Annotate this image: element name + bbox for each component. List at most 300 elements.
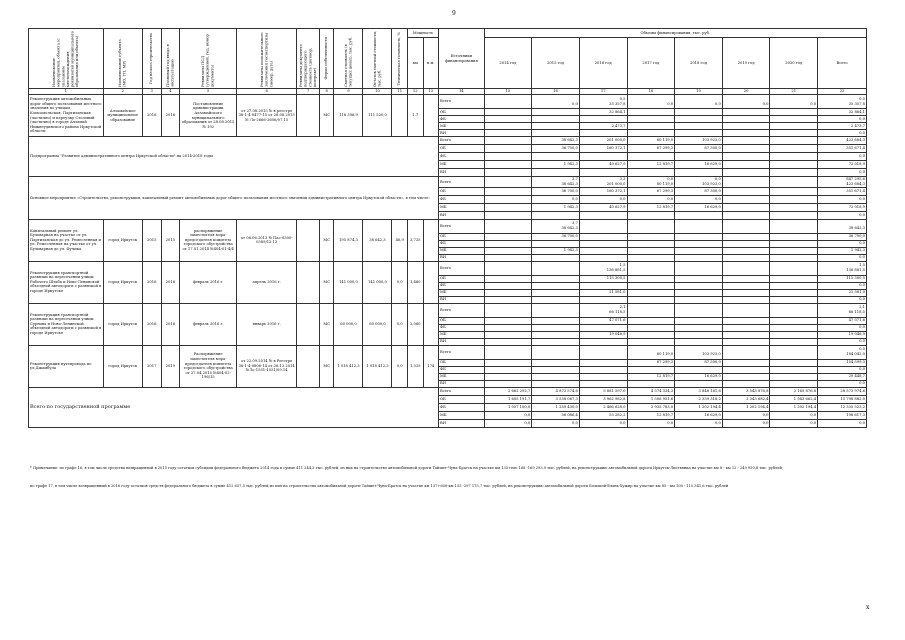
object-capacity-km: 2,060 [407, 303, 423, 345]
finance-value [484, 109, 532, 116]
finance-value-text: 3 543 876,8 [746, 388, 769, 393]
finance-value-text: 1 942,3 [850, 248, 865, 253]
object-capacity-km: 1,525 [407, 345, 423, 387]
finance-value-text: 2 466 628,0 [603, 404, 626, 409]
column-number: 17 [579, 89, 627, 95]
finance-value [818, 123, 867, 130]
header-capacity-pm: п.м. [423, 38, 439, 89]
finance-value [532, 240, 580, 247]
finance-value-text: 0,0 [619, 196, 626, 201]
finance-value [675, 247, 723, 254]
finance-source: ВИ [439, 211, 485, 219]
finance-source: Всего [439, 95, 485, 109]
finance-value [722, 395, 770, 403]
header-contract: Реквизиты документа подтверждающего стоимость (договор, контракт) [297, 29, 320, 89]
finance-value [675, 282, 723, 289]
finance-value [627, 395, 675, 403]
column-number: 9 [334, 89, 363, 95]
object-ownership: MC [319, 261, 333, 303]
finance-value [484, 317, 532, 324]
finance-value [627, 109, 675, 116]
finance-source: Всего [439, 137, 485, 145]
finance-value [627, 211, 675, 219]
finance-value-text: 3 558 067,3 [555, 396, 578, 401]
finance-value [484, 331, 532, 338]
finance-value [675, 324, 723, 331]
finance-value-text: 115 300,5 [606, 276, 626, 281]
finance-value [627, 153, 675, 161]
finance-value [484, 169, 532, 177]
finance-value [818, 169, 867, 177]
finance-value [675, 130, 723, 137]
finance-value [722, 338, 770, 345]
finance-value [579, 240, 627, 247]
finance-value [579, 338, 627, 345]
finance-value [722, 317, 770, 324]
finance-value [675, 387, 723, 395]
finance-value-top: 0,0 [714, 177, 721, 181]
finance-value [818, 233, 867, 240]
finance-value [579, 387, 627, 395]
finance-value-text: 351 671,4 [846, 146, 865, 151]
finance-value [627, 169, 675, 177]
object-name: Реконструкция транспортной развязки на пересечении улицы Сурнова и Ново-Ленинской объездной автодороги с развязкой в городе Иркутске [29, 303, 104, 345]
finance-value-top [629, 266, 674, 271]
finance-value [532, 169, 580, 177]
finance-value-text: 1 943 662,4 [793, 396, 817, 401]
finance-value-text: 160 372,1 [606, 188, 626, 193]
finance-value-text: 0,0 [762, 420, 769, 425]
finance-value [770, 169, 818, 177]
finance-source: МБ [439, 123, 485, 130]
finance-value [627, 145, 675, 153]
finance-value [484, 366, 532, 373]
column-number: 11 [392, 89, 408, 95]
finance-value-text: 4 574 334,3 [650, 388, 674, 393]
finance-value-text: 19 046,9 [609, 332, 626, 337]
finance-source: ОБ [439, 275, 485, 282]
finance-value-text: 2 343 682,4 [746, 396, 769, 401]
finance-value-text: 19 046,9 [848, 332, 865, 337]
object-capacity-pm: 174 [423, 345, 439, 387]
finance-value [770, 116, 818, 123]
finance-source: ВИ [439, 380, 485, 387]
finance-value [770, 130, 818, 137]
finance-source: МБ [439, 289, 485, 296]
finance-value [484, 240, 532, 247]
object-start-year: 2016 [142, 303, 161, 345]
finance-value [532, 366, 580, 373]
finance-value [770, 373, 818, 380]
finance-value-top [771, 224, 816, 229]
finance-value-top [581, 224, 626, 229]
finance-value-top [771, 308, 816, 313]
finance-value [579, 261, 627, 275]
finance-value [675, 254, 723, 261]
finance-value-text: 201 000,0 [606, 138, 626, 143]
finance-value-text: 55 282,2 [609, 412, 626, 417]
finance-value [675, 395, 723, 403]
finance-value-text: 38 642,3 [561, 226, 578, 231]
finance-value [579, 153, 627, 161]
finance-value [484, 296, 532, 303]
column-number: 20 [722, 89, 770, 95]
finance-value-text: 423 684,3 [846, 138, 865, 143]
finance-value [722, 187, 770, 195]
finance-value-top: 1,5 [619, 263, 626, 268]
finance-value [627, 123, 675, 130]
finance-value [770, 331, 818, 338]
object-remaining-cost: 1 018 412,3 [363, 345, 392, 387]
finance-value [675, 345, 723, 359]
header-location: Наименование субъекта (МО, ГП, МР) [103, 29, 142, 89]
finance-value-text: 35 357,8 [609, 101, 626, 106]
column-number: 16 [532, 89, 580, 95]
header-year: 2019 год [722, 38, 770, 89]
finance-value [675, 403, 723, 411]
column-number: 5 [180, 89, 237, 95]
finance-value [770, 317, 818, 324]
finance-source: ОБ [439, 109, 485, 116]
finance-value [770, 109, 818, 116]
finance-value [722, 380, 770, 387]
finance-value-text: 0,0 [859, 381, 865, 386]
finance-value-top [676, 224, 721, 229]
finance-value [579, 123, 627, 130]
finance-value [818, 261, 867, 275]
finance-value [579, 303, 627, 317]
finance-value [675, 419, 723, 427]
finance-value-text: 0,0 [619, 420, 626, 425]
finance-value-top [533, 350, 578, 355]
finance-value [627, 161, 675, 169]
header-year: 2020 год [770, 38, 818, 89]
finance-value [818, 116, 867, 123]
header-start-year: Год начала строительства [142, 29, 161, 89]
finance-value [722, 145, 770, 153]
finance-value [675, 296, 723, 303]
object-capacity-km: 3,725 [407, 219, 423, 261]
finance-source: ВИ [439, 169, 485, 177]
finance-value [770, 296, 818, 303]
finance-value [484, 254, 532, 261]
finance-value-text: 16 629,0 [704, 204, 721, 209]
finance-source: ФБ [439, 282, 485, 289]
finance-value [579, 254, 627, 261]
finance-value [484, 137, 532, 145]
finance-value [627, 116, 675, 123]
finance-value-top [533, 266, 578, 271]
column-number: 22 [818, 89, 867, 95]
finance-value-text: 1 942,3 [563, 162, 578, 167]
finance-value [818, 338, 867, 345]
finance-value [579, 395, 627, 403]
finance-value [579, 161, 627, 169]
finance-value [532, 123, 580, 130]
finance-value [484, 387, 532, 395]
object-estimate-cost: 141 000,0 [334, 261, 363, 303]
finance-source: ФБ [439, 153, 485, 161]
header-year: 2016 год [579, 38, 627, 89]
finance-value-text: 28 573 974,6 [840, 388, 865, 393]
column-number: 7 [297, 89, 320, 95]
finance-value [532, 380, 580, 387]
finance-source: МБ [439, 373, 485, 380]
finance-value [532, 177, 580, 188]
object-readiness [392, 95, 408, 137]
finance-value [770, 387, 818, 395]
finance-value [627, 261, 675, 275]
finance-value-text: 1 605 191,7 [507, 396, 531, 401]
finance-value-text: 0,0 [859, 170, 865, 175]
finance-value [818, 219, 867, 233]
table-row [29, 345, 867, 359]
finance-value [484, 130, 532, 137]
finance-value-top [676, 308, 721, 313]
finance-value [484, 123, 532, 130]
finance-value [532, 161, 580, 169]
finance-value [722, 296, 770, 303]
finance-source: ВИ [439, 419, 485, 427]
finance-value-top: 2,1 [859, 305, 865, 310]
header-name: Наименование мероприятия, объекта (с указанием местонахождения, реквизитов муниципального образования или объекта) [29, 29, 104, 89]
finance-value [579, 373, 627, 380]
finance-value-text: 0,0 [859, 420, 865, 425]
finance-value [627, 419, 675, 427]
finance-value [722, 137, 770, 145]
finance-value [770, 123, 818, 130]
finance-value [770, 403, 818, 411]
finance-value [627, 254, 675, 261]
finance-value [484, 380, 532, 387]
finance-value-text: 72 018,9 [848, 162, 865, 167]
finance-value-text: 0,0 [859, 339, 865, 344]
finance-value-text: 16 629,0 [704, 162, 721, 167]
finance-value-top: 0,5 [859, 96, 865, 101]
finance-value [532, 359, 580, 366]
finance-value [818, 240, 867, 247]
finance-value [722, 387, 770, 395]
finance-value-text: 80 119,0 [656, 182, 674, 186]
finance-value [627, 380, 675, 387]
finance-value-text: 3 848 161,6 [698, 388, 721, 393]
column-number: 21 [770, 89, 818, 95]
object-expertise: от 22.09.2014 № в Реестре 38-1-4-0806-14 от 26.12.2014 №Ло-1551-1551/09.14 [237, 345, 297, 387]
finance-value-text: 115 300,5 [846, 276, 865, 281]
finance-source: МБ [439, 203, 485, 211]
finance-value [770, 137, 818, 145]
finance-value-text: 15 798 882,0 [840, 396, 865, 401]
finance-source: ФБ [439, 366, 485, 373]
finance-value [818, 289, 867, 296]
finance-value-text: 0,0 [859, 130, 865, 135]
finance-value-text: 0,0 [810, 412, 817, 417]
finance-value [770, 187, 818, 195]
finance-value [770, 338, 818, 345]
finance-value [484, 195, 532, 203]
finance-value [818, 130, 867, 137]
finance-source: Всего [439, 303, 485, 317]
finance-value-text: 0,0 [859, 116, 865, 121]
object-remaining-cost: 141 000,0 [363, 261, 392, 303]
finance-value [579, 137, 627, 145]
finance-value-text: 36 700,0 [848, 234, 865, 239]
finance-value [722, 366, 770, 373]
object-estimate-cost: 195 874,3 [334, 219, 363, 261]
page-number: 9 [452, 10, 456, 17]
finance-value-text: 35 357,8 [848, 101, 865, 106]
header-ownership: Форма собственности [319, 29, 333, 89]
finance-value-text: 103 923,0 [702, 138, 721, 143]
finance-value [532, 195, 580, 203]
finance-value-text: 66 118,5 [848, 310, 865, 315]
finance-value-text: 47 071,6 [609, 318, 626, 323]
header-psd: Реквизиты ПСД (утвержденной, год, номер документа) [180, 29, 237, 89]
object-contract [297, 345, 320, 387]
header-year: 2017 год [627, 38, 675, 89]
finance-value-text: 87 300,0 [704, 188, 721, 193]
finance-value-text: 47 071,6 [848, 318, 865, 323]
finance-value-text: 2 935 783,0 [650, 404, 674, 409]
finance-value-top [771, 350, 816, 355]
finance-value-text: 0,0 [762, 101, 769, 106]
finance-value [532, 317, 580, 324]
table-row [29, 177, 867, 188]
finance-value [532, 254, 580, 261]
finance-value [722, 240, 770, 247]
finance-value [722, 153, 770, 161]
finance-value-text: 0,0 [859, 255, 865, 260]
finance-value [675, 177, 723, 188]
finance-value [627, 233, 675, 240]
finance-value [484, 116, 532, 123]
finance-value [484, 203, 532, 211]
finance-value [532, 345, 580, 359]
finance-value [818, 403, 867, 411]
finance-value-text: 5 881 597,0 [603, 388, 626, 393]
finance-value [722, 419, 770, 427]
finance-value [722, 195, 770, 203]
finance-value [484, 95, 532, 109]
finance-value-text: 0,0 [859, 196, 865, 201]
finance-value-text: 2 473,7 [850, 123, 865, 128]
finance-value-top: 3,3 [619, 177, 626, 181]
finance-value [532, 211, 580, 219]
finance-value [532, 289, 580, 296]
finance-value-top: 0,0 [859, 347, 865, 352]
finance-value-top [629, 308, 674, 313]
finance-value [818, 211, 867, 219]
finance-value-text: 36 700,0 [561, 146, 578, 151]
finance-value-text: 87 300,0 [704, 146, 721, 151]
finance-value [675, 261, 723, 275]
finance-value-text: 0,0 [667, 420, 674, 425]
finance-value-top [486, 179, 531, 184]
column-number: 14 [439, 89, 485, 95]
finance-value-text: 29 448,7 [848, 374, 865, 379]
finance-value-text: 1 942,3 [563, 204, 578, 209]
object-estimate-cost: 116 396,9 [334, 95, 363, 137]
finance-value-text: 154 599,3 [846, 360, 865, 365]
section-name: Подпрограмма "Развитие административного центра Иркутской области" на 2014-2018 годы [29, 137, 439, 177]
finance-value-text: 1 202 194,4 [793, 404, 817, 409]
finance-value [675, 211, 723, 219]
finance-value [579, 419, 627, 427]
program-finance-table [28, 28, 867, 428]
object-location: город Иркутск [103, 303, 142, 345]
header-year: Всего [818, 38, 867, 89]
finance-value [818, 109, 867, 116]
finance-value [675, 233, 723, 240]
finance-value [722, 275, 770, 282]
finance-source: ОБ [439, 145, 485, 153]
finance-value-text: 4 873 574,6 [555, 388, 578, 393]
finance-value [818, 380, 867, 387]
finance-value-text: 2 662 292,7 [507, 388, 531, 393]
object-expertise: январь 2016 г. [237, 303, 297, 345]
finance-value-top: 0,0 [667, 177, 674, 181]
finance-value [675, 338, 723, 345]
finance-value [579, 296, 627, 303]
finance-value-text: 36 700,0 [561, 188, 578, 193]
object-psd: Распоряжение заместителя мэра-председателя комитета городского обустройства от 27.04.2015 №404-02-196/15 [180, 345, 237, 387]
finance-value-text: 32 864,1 [848, 109, 865, 114]
column-number: 15 [484, 89, 532, 95]
finance-value-text: 1 506 951,6 [650, 396, 674, 401]
finance-value-top [486, 308, 531, 313]
corner-mark: х [866, 604, 870, 611]
finance-value-top: 3,7 [572, 221, 578, 226]
finance-value [579, 324, 627, 331]
finance-value [722, 403, 770, 411]
object-remaining-cost: 111 520,0 [363, 95, 392, 137]
table-row [29, 137, 867, 145]
finance-value [532, 419, 580, 427]
finance-value [722, 411, 770, 419]
finance-value [818, 247, 867, 254]
column-number: 13 [423, 89, 439, 95]
finance-value [675, 331, 723, 338]
finance-value-text: 67 299,3 [656, 360, 674, 365]
finance-source: ВИ [439, 254, 485, 261]
finance-value [579, 380, 627, 387]
finance-value-top: 0,5 [619, 96, 626, 101]
finance-value [579, 282, 627, 289]
object-capacity-pm [423, 303, 439, 345]
header-expertise: Реквизиты положительного заключения госэкспертизы (номер, дата) [237, 29, 297, 89]
finance-value [722, 261, 770, 275]
finance-value-text: 0,0 [859, 325, 865, 330]
finance-value [675, 219, 723, 233]
object-ownership: MC [319, 345, 333, 387]
finance-value [818, 137, 867, 145]
object-estimate-cost: 60 000,0 [334, 303, 363, 345]
finance-value [722, 289, 770, 296]
finance-value [532, 203, 580, 211]
object-end-year: 2016 [161, 95, 180, 137]
finance-source: ОБ [439, 317, 485, 324]
finance-value [532, 261, 580, 275]
finance-value [675, 187, 723, 195]
finance-value-text: 0,0 [810, 101, 817, 106]
finance-value [579, 109, 627, 116]
finance-source: МБ [439, 161, 485, 169]
finance-value-text: 423 684,3 [846, 182, 865, 186]
finance-value [627, 324, 675, 331]
finance-value-text: 0,0 [714, 196, 721, 201]
finance-value-text: 36 700,0 [561, 234, 578, 239]
finance-value [484, 219, 532, 233]
